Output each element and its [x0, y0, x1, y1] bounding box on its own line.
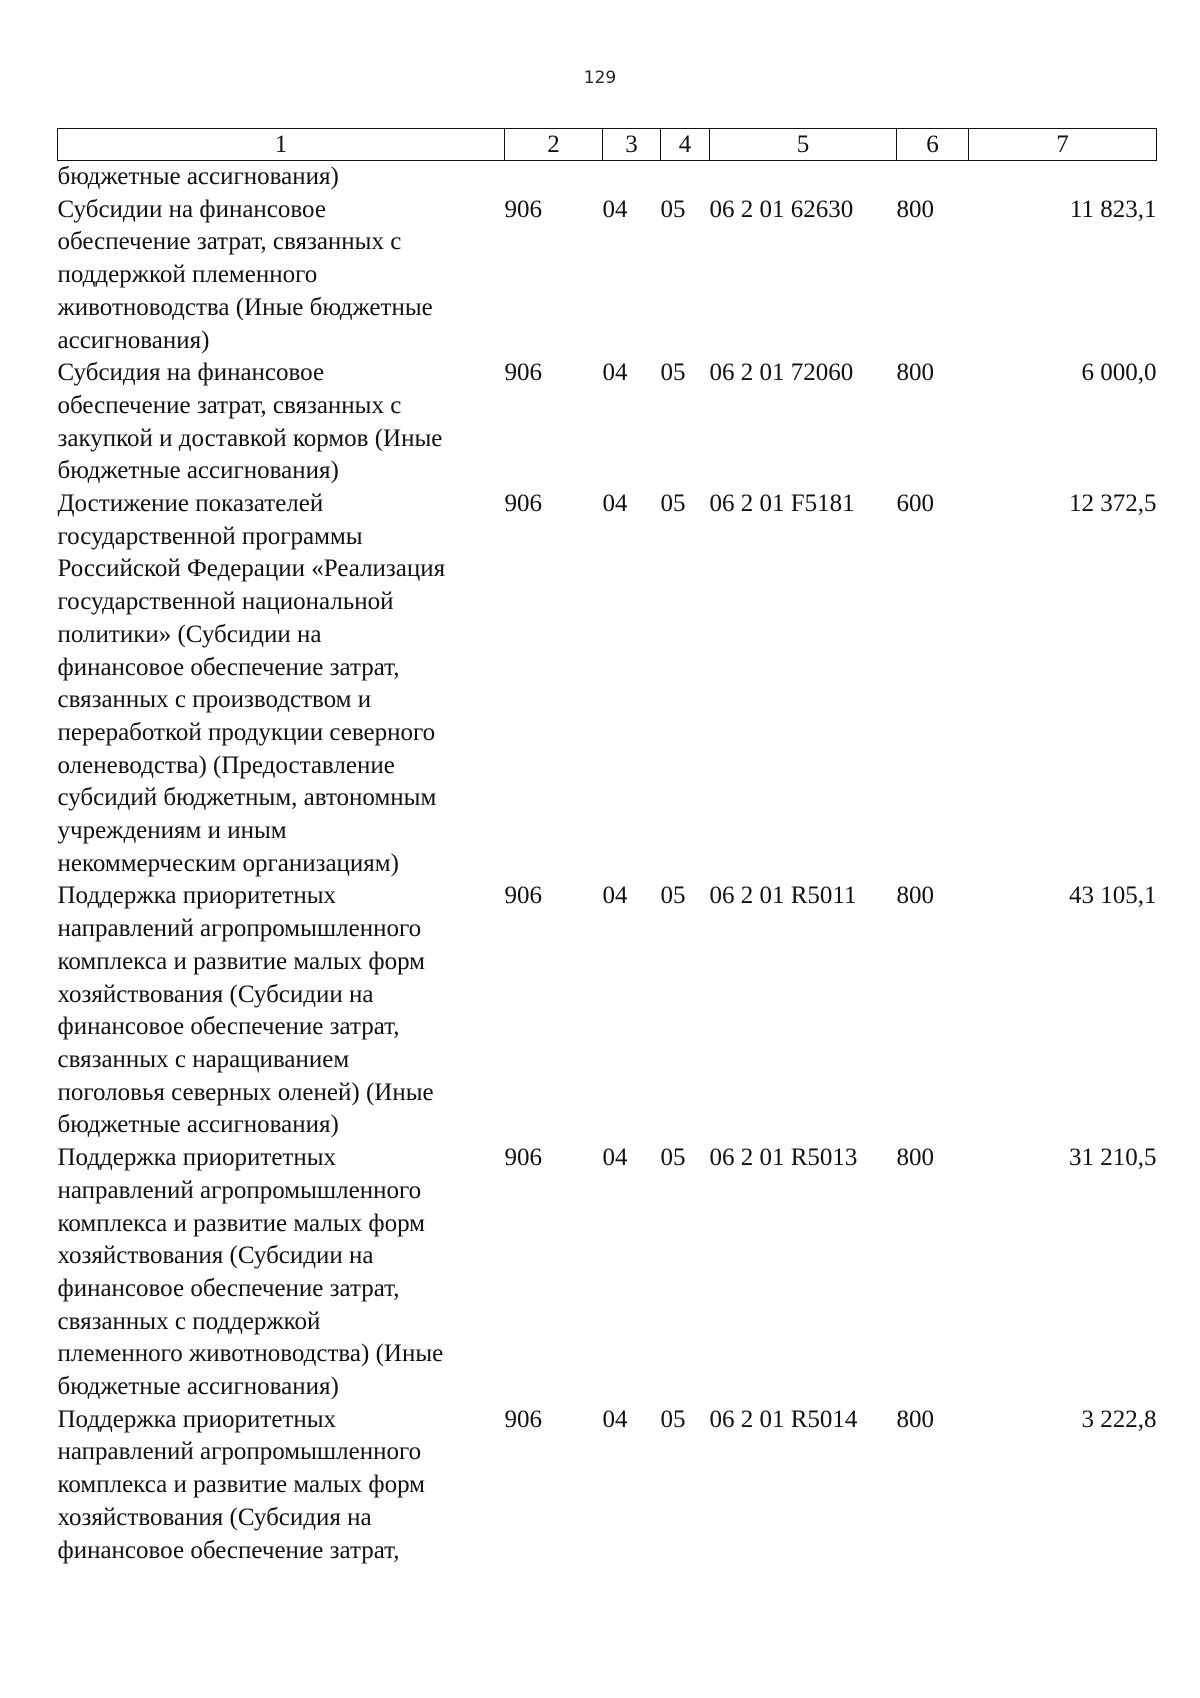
subsection-code: 05 — [660, 1144, 686, 1172]
row-name — [58, 1142, 505, 1404]
header-col-2: 2 — [505, 129, 603, 161]
row-name-line: поддержкой племенного — [57, 261, 318, 289]
section-code: 04 — [602, 1405, 628, 1433]
row-name-line: направлений агропромышленного — [57, 915, 422, 943]
amount: 6 000,0 — [1081, 359, 1157, 387]
amount: 11 823,1 — [1069, 195, 1157, 223]
row-name-line: государственной программы — [57, 522, 363, 550]
expense-type: 800 — [896, 882, 934, 910]
row-name-line: некоммерческим организациям) — [57, 849, 399, 877]
row-name-line: племенного животноводства) (Иные — [57, 1340, 444, 1368]
table-row — [58, 880, 1157, 1142]
row-name-line: политики» (Субсидии на — [57, 620, 322, 648]
expense-type: 800 — [896, 195, 934, 223]
header-row — [58, 129, 1157, 161]
row-name-line: обеспечение затрат, связанных с — [57, 391, 402, 419]
section-code: 04 — [602, 1144, 628, 1172]
row-name-line: Поддержка приоритетных — [57, 1144, 337, 1172]
header-col-6: 6 — [897, 129, 969, 161]
amount: 31 210,5 — [1069, 1144, 1157, 1172]
row-name-line: финансовое обеспечение затрат, — [57, 1536, 400, 1564]
header-col-3: 3 — [603, 129, 661, 161]
target-article: 06 2 01 R5014 — [709, 1405, 858, 1433]
page-number: 129 — [583, 68, 617, 88]
row-name-line: Субсидии на финансовое — [57, 195, 326, 223]
table-row — [58, 194, 1157, 358]
table-row — [58, 357, 1157, 488]
continuation-row — [58, 161, 1157, 194]
row-name-line: оленеводства) (Предоставление — [57, 751, 395, 779]
amount: 3 222,8 — [1081, 1405, 1157, 1433]
ministry-code: 906 — [504, 359, 542, 387]
row-name-line: животноводства (Иные бюджетные — [57, 293, 433, 321]
row-name-line: переработкой продукции северного — [57, 718, 436, 746]
table-row — [58, 488, 1157, 880]
row-name-line: хозяйствования (Субсидии на — [57, 1242, 374, 1270]
row-name-line: поголовья северных оленей) (Иные — [57, 1078, 434, 1106]
section-code: 04 — [602, 195, 628, 223]
ministry-code: 906 — [504, 1144, 542, 1172]
table-row — [58, 1142, 1157, 1404]
row-name-line: комплекса и развитие малых форм — [57, 1209, 426, 1237]
subsection-code: 05 — [660, 882, 686, 910]
header-col-7: 7 — [969, 129, 1157, 161]
row-name — [58, 880, 505, 1142]
ministry-code: 906 — [504, 1405, 542, 1433]
row-name-line: Российской Федерации «Реализация — [57, 555, 446, 583]
target-article: 06 2 01 F5181 — [709, 490, 855, 518]
row-name-line: субсидий бюджетным, автономным — [57, 784, 437, 812]
row-name — [58, 1404, 505, 1568]
row-name-line: связанных с наращиванием — [57, 1045, 350, 1073]
row-name-line: ассигнования) — [57, 326, 210, 354]
row-name — [58, 357, 505, 488]
section-code: 04 — [602, 490, 628, 518]
row-name-line: связанных с поддержкой — [57, 1307, 321, 1335]
row-name — [58, 488, 505, 880]
subsection-code: 05 — [660, 195, 686, 223]
row-name-line: финансовое обеспечение затрат, — [57, 653, 400, 681]
row-name-line: бюджетные ассигнования) — [57, 1111, 339, 1139]
row-name-line: финансовое обеспечение затрат, — [57, 1013, 400, 1041]
row-name-line: финансовое обеспечение затрат, — [57, 1274, 400, 1302]
expense-type: 800 — [896, 359, 934, 387]
row-name-line: обеспечение затрат, связанных с — [57, 228, 402, 256]
amount: 43 105,1 — [1069, 882, 1157, 910]
ministry-code: 906 — [504, 882, 542, 910]
expense-type: 800 — [896, 1144, 934, 1172]
expense-type: 600 — [896, 490, 934, 518]
header-col-5: 5 — [710, 129, 897, 161]
target-article: 06 2 01 62630 — [709, 195, 854, 223]
row-name-line: бюджетные ассигнования) — [57, 457, 339, 485]
amount: 12 372,5 — [1069, 490, 1157, 518]
header-col-1: 1 — [58, 129, 505, 161]
row-name-line: бюджетные ассигнования) — [57, 1373, 339, 1401]
section-code: 04 — [602, 359, 628, 387]
target-article: 06 2 01 R5011 — [709, 882, 857, 910]
row-name-line: хозяйствования (Субсидия на — [57, 1503, 372, 1531]
row-name-line: закупкой и доставкой кормов (Иные — [57, 424, 443, 452]
continuation-text: бюджетные ассигнования) — [57, 163, 339, 190]
expense-type: 800 — [896, 1405, 934, 1433]
header-col-4: 4 — [661, 129, 710, 161]
row-name-line: комплекса и развитие малых форм — [57, 1471, 426, 1499]
row-name-line: Поддержка приоритетных — [57, 1405, 337, 1433]
subsection-code: 05 — [660, 1405, 686, 1433]
target-article: 06 2 01 72060 — [709, 359, 854, 387]
row-name-line: хозяйствования (Субсидии на — [57, 980, 374, 1008]
row-name-line: Субсидия на финансовое — [57, 359, 325, 387]
budget-table — [57, 128, 1157, 1567]
ministry-code: 906 — [504, 490, 542, 518]
row-name-line: связанных с производством и — [57, 686, 372, 714]
table-row — [58, 1404, 1157, 1568]
row-name — [58, 194, 505, 358]
row-name-line: Достижение показателей — [57, 490, 324, 518]
row-name-line: направлений агропромышленного — [57, 1176, 422, 1204]
row-name-line: направлений агропромышленного — [57, 1438, 422, 1466]
row-name-line: Поддержка приоритетных — [57, 882, 337, 910]
row-name-line: учреждениям и иным — [57, 817, 287, 845]
section-code: 04 — [602, 882, 628, 910]
row-name-line: государственной национальной — [57, 588, 394, 616]
subsection-code: 05 — [660, 490, 686, 518]
ministry-code: 906 — [504, 195, 542, 223]
subsection-code: 05 — [660, 359, 686, 387]
row-name-line: комплекса и развитие малых форм — [57, 947, 426, 975]
target-article: 06 2 01 R5013 — [709, 1144, 858, 1172]
